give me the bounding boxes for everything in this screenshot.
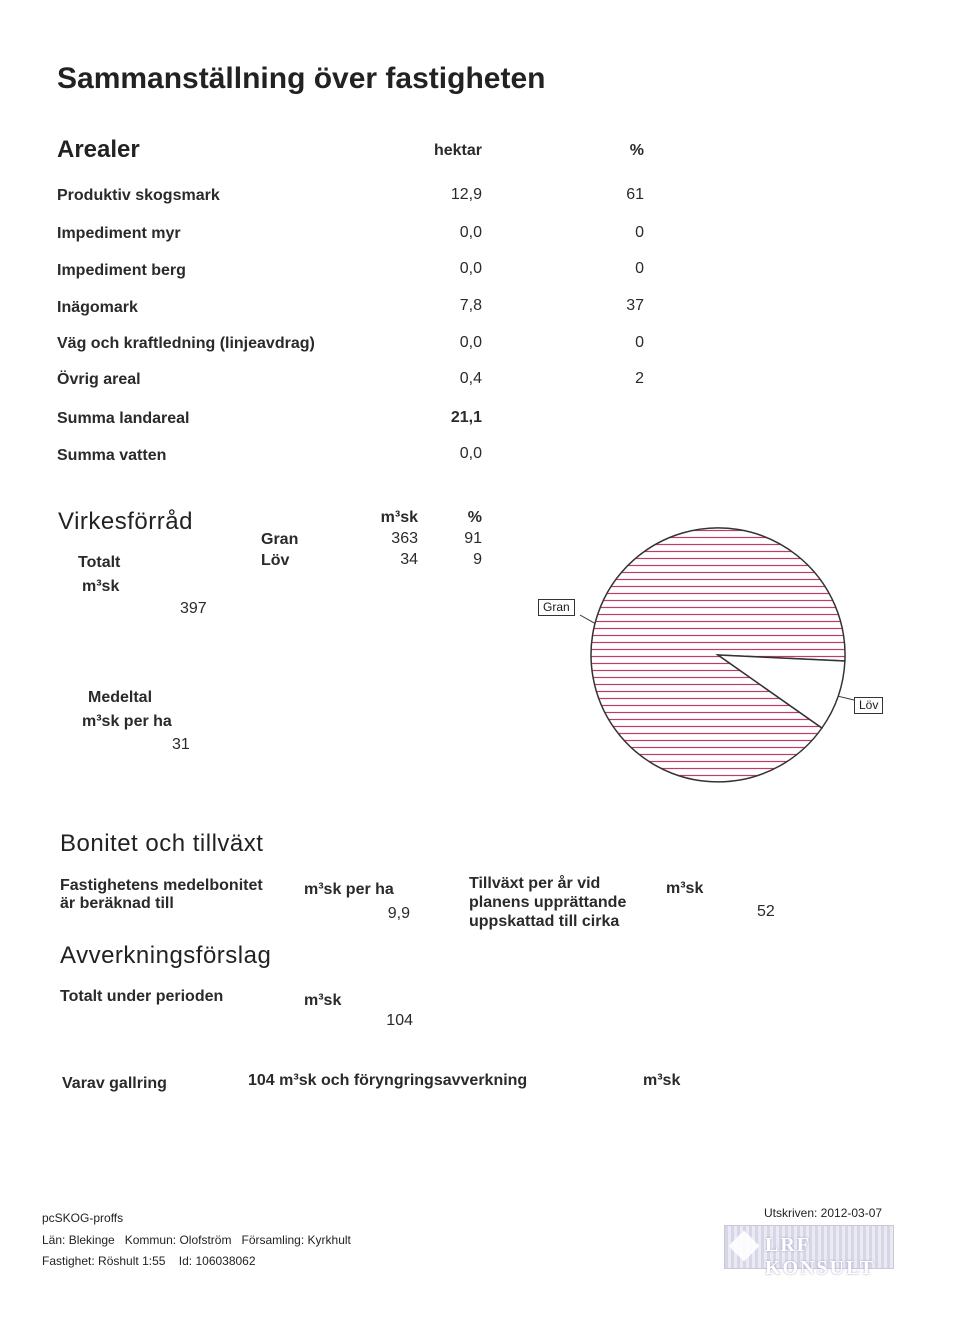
print-date: Utskriven: 2012-03-07 bbox=[764, 1206, 883, 1220]
fastighet-value: Röshult 1:55 bbox=[98, 1254, 166, 1268]
row-label: Väg och kraftledning (linjeavdrag) bbox=[57, 335, 315, 352]
bonitet-line1: Fastighetens medelbonitet bbox=[60, 877, 263, 894]
row-label: Övrig areal bbox=[57, 371, 141, 388]
summa-vatten-value: 0,0 bbox=[459, 445, 482, 462]
row-hektar: 0,0 bbox=[459, 334, 482, 351]
col-pct-header: % bbox=[467, 509, 482, 526]
row-pct: 61 bbox=[626, 186, 644, 203]
property-line bbox=[42, 1254, 256, 1268]
col-pct-header: % bbox=[629, 142, 644, 159]
row-hektar: 0,0 bbox=[459, 224, 482, 241]
per-ha-label: m³sk per ha bbox=[82, 713, 172, 730]
row-label: Inägomark bbox=[57, 299, 138, 316]
row-hektar: 0,4 bbox=[459, 370, 482, 387]
row-hektar: 7,8 bbox=[459, 297, 482, 314]
totalt-label: Totalt bbox=[78, 554, 121, 571]
arealer-heading: Arealer bbox=[57, 136, 140, 163]
logo-mark-icon bbox=[728, 1230, 759, 1261]
avverkning-value: 104 bbox=[386, 1012, 413, 1029]
company-logo bbox=[724, 1225, 894, 1279]
bonitet-text bbox=[60, 877, 263, 913]
row-label: Impediment myr bbox=[57, 225, 181, 242]
summa-landareal-value: 21,1 bbox=[450, 409, 482, 426]
page-title: Sammanställning över fastigheten bbox=[57, 62, 546, 95]
row-pct: 0 bbox=[635, 334, 644, 351]
species-msk: 363 bbox=[391, 530, 418, 547]
totalt-value: 397 bbox=[180, 600, 207, 617]
kommun-label: Kommun: bbox=[124, 1233, 177, 1247]
virkesforrad-heading: Virkesförråd bbox=[58, 508, 193, 535]
bonitet-heading: Bonitet och tillväxt bbox=[60, 830, 264, 857]
bonitet-line2: är beräknad till bbox=[60, 895, 174, 912]
row-hektar: 0,0 bbox=[459, 260, 482, 277]
row-hektar: 12,9 bbox=[450, 186, 482, 203]
lan-value: Blekinge bbox=[68, 1233, 115, 1247]
tillvaxt-value: 52 bbox=[757, 903, 775, 920]
pie-label-lov: Löv bbox=[854, 697, 883, 714]
tillvaxt-text bbox=[469, 874, 626, 931]
row-label: Impediment berg bbox=[57, 262, 186, 279]
bonitet-unit: m³sk per ha bbox=[304, 881, 394, 898]
species-pct: 9 bbox=[473, 551, 482, 568]
row-pct: 37 bbox=[626, 297, 644, 314]
gran-label-leader bbox=[580, 615, 595, 623]
avverkning-heading: Avverkningsförslag bbox=[60, 942, 272, 969]
pie-label-gran: Gran bbox=[538, 599, 575, 616]
col-hektar-header: hektar bbox=[433, 142, 482, 159]
lov-label-leader bbox=[838, 696, 854, 700]
lan-label: Län: bbox=[42, 1233, 66, 1247]
summa-vatten-label: Summa vatten bbox=[57, 447, 167, 464]
species-msk: 34 bbox=[400, 551, 418, 568]
species-pct: 91 bbox=[464, 530, 482, 547]
medeltal-label: Medeltal bbox=[88, 689, 153, 706]
location-line bbox=[42, 1233, 351, 1247]
row-pct: 0 bbox=[635, 260, 644, 277]
tillvaxt-line3: uppskattad till cirka bbox=[469, 913, 620, 930]
row-pct: 2 bbox=[635, 370, 644, 387]
tillvaxt-line2: planens upprättande bbox=[469, 894, 627, 911]
id-label: Id: bbox=[178, 1254, 193, 1268]
row-label: Produktiv skogsmark bbox=[57, 187, 220, 204]
id-value: 106038062 bbox=[195, 1254, 256, 1268]
tillvaxt-unit: m³sk bbox=[666, 880, 704, 897]
avverkning-totalt-label: Totalt under perioden bbox=[60, 988, 224, 1005]
tillvaxt-line1: Tillväxt per år vid bbox=[469, 875, 601, 892]
bonitet-value: 9,9 bbox=[387, 905, 410, 922]
avverkning-unit: m³sk bbox=[304, 992, 342, 1009]
forsamling-value: Kyrkhult bbox=[307, 1233, 351, 1247]
program-name: pcSKOG-proffs bbox=[42, 1211, 124, 1225]
foryngring-text: 104 m³sk och föryngringsavverkning bbox=[248, 1072, 528, 1089]
forsamling-label: Församling: bbox=[241, 1233, 305, 1247]
col-msk-header: m³sk bbox=[380, 509, 418, 526]
kommun-value: Olofström bbox=[179, 1233, 232, 1247]
species-name: Löv bbox=[261, 552, 290, 569]
summa-landareal-label: Summa landareal bbox=[57, 410, 190, 427]
row-pct: 0 bbox=[635, 224, 644, 241]
logo-text: LRF KONSULT bbox=[765, 1234, 875, 1279]
fastighet-label: Fastighet: bbox=[42, 1254, 95, 1268]
foryngring-unit: m³sk bbox=[643, 1072, 681, 1089]
species-name: Gran bbox=[261, 531, 299, 548]
varav-gallring-label: Varav gallring bbox=[62, 1075, 167, 1092]
totalt-unit: m³sk bbox=[82, 578, 120, 595]
medeltal-value: 31 bbox=[172, 736, 190, 753]
species-pie-chart bbox=[520, 520, 910, 790]
